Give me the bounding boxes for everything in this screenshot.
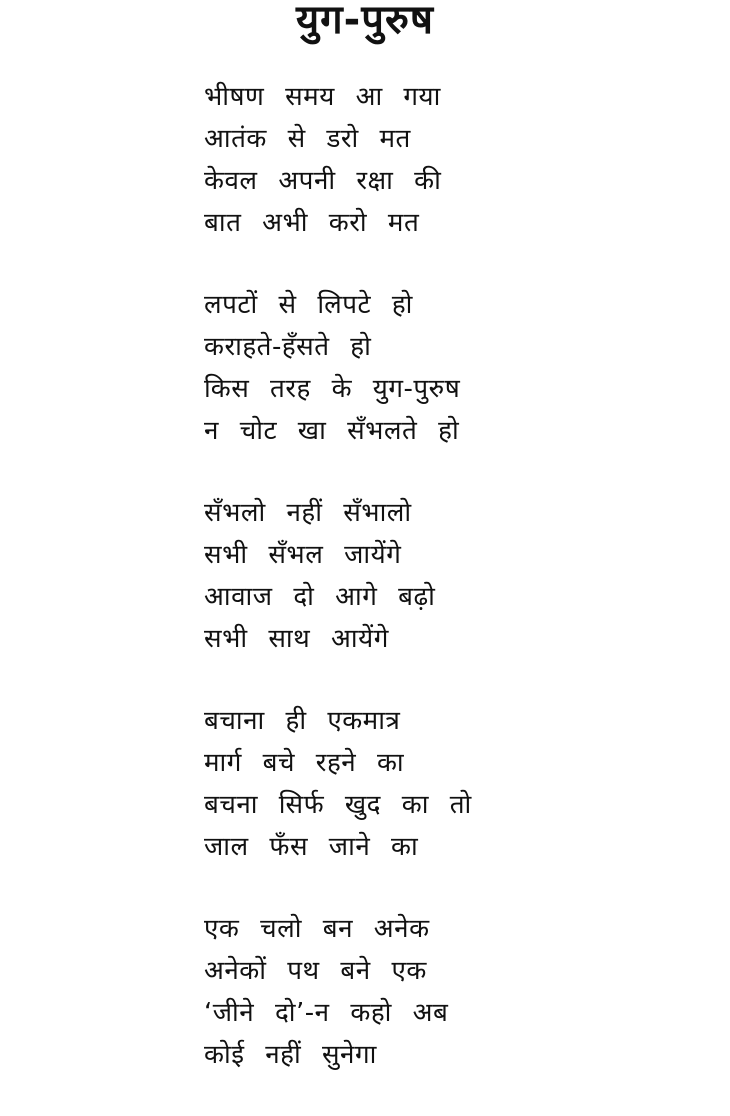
stanza-4 — [204, 700, 704, 868]
poem-body — [204, 76, 704, 1116]
poem-line: सँभलो नहीं सँभालो — [204, 498, 412, 528]
stanza-1 — [204, 76, 704, 244]
poem-line: मार्ग बचे रहने का — [204, 748, 405, 778]
stanza-3 — [204, 492, 704, 660]
poem-line: किस तरह के युग-पुरुष — [204, 374, 461, 404]
poem-line: जाल फँस जाने का — [204, 832, 419, 862]
poem-title: युग-पुरुष — [295, 0, 435, 43]
poem-line: बात अभी करो मत — [204, 208, 420, 238]
poem-line: कोई नहीं सुनेगा — [204, 1040, 377, 1070]
poem-line: केवल अपनी रक्षा की — [204, 166, 442, 196]
poem-line: आतंक से डरो मत — [204, 124, 411, 154]
poem-line: आवाज दो आगे बढ़ो — [204, 582, 436, 612]
poem-line: बचाना ही एकमात्र — [204, 706, 401, 736]
poem-line: भीषण समय आ गया — [204, 82, 441, 112]
poem-line: ‘जीने दो’-न कहो अब — [204, 998, 449, 1028]
poem-line: बचना सिर्फ खुद का तो — [204, 790, 472, 820]
poem-line: अनेकों पथ बने एक — [204, 956, 427, 986]
stanza-2 — [204, 284, 704, 452]
poem-line: सभी सँभल जायेंगे — [204, 540, 402, 570]
stanza-5 — [204, 908, 704, 1076]
poem-line: सभी साथ आयेंगे — [204, 624, 389, 654]
poem-line: न चोट खा सँभलते हो — [204, 416, 460, 446]
poem-line: एक चलो बन अनेक — [204, 914, 430, 944]
poem-line: लपटों से लिपटे हो — [204, 290, 413, 320]
poem-line: कराहते-हँसते हो — [204, 332, 372, 362]
